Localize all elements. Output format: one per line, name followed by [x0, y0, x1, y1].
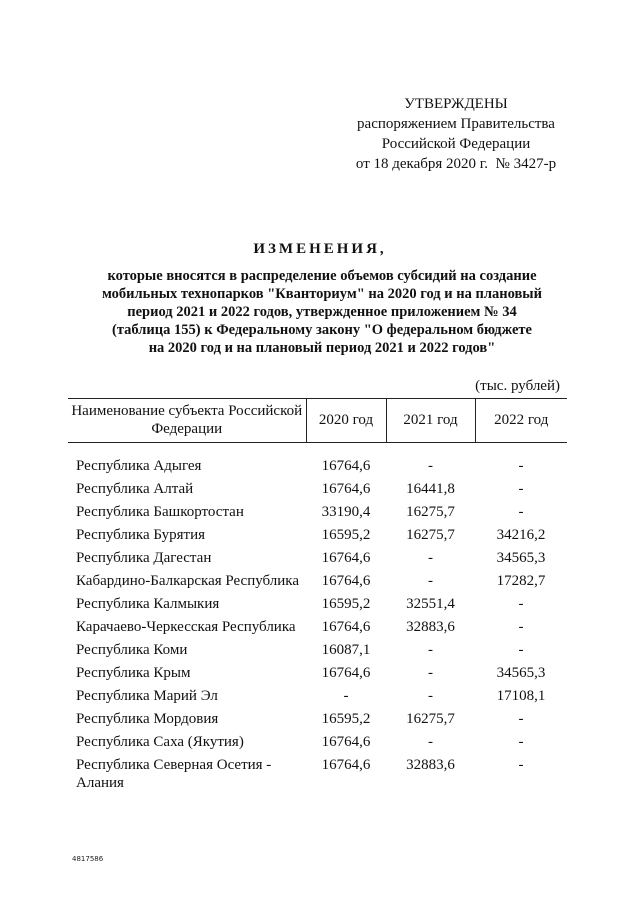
- value-2022-cell: -: [518, 757, 524, 773]
- table-row: [68, 616, 567, 639]
- value-2022-cell: -: [518, 734, 524, 750]
- value-2020-cell: 16087,1: [321, 642, 371, 658]
- table-row: [68, 455, 567, 478]
- region-name-cell: Республика Адыгея: [76, 458, 202, 474]
- value-2022-cell: -: [518, 711, 524, 727]
- table-header-row: [68, 399, 567, 443]
- value-2020-cell: -: [343, 688, 349, 704]
- region-name-cell: Республика Башкортостан: [76, 504, 244, 520]
- value-2021-cell: -: [428, 734, 433, 750]
- value-2020-cell: 16595,2: [321, 711, 371, 727]
- region-name-cell: Кабардино-Балкарская Республика: [76, 573, 300, 589]
- value-2020-cell: 16595,2: [321, 527, 371, 543]
- approval-line-1: распоряжением Правительства: [357, 116, 555, 132]
- table-row: [68, 662, 567, 685]
- value-2021-cell: -: [428, 550, 433, 566]
- table-row: [68, 524, 567, 547]
- value-2021-cell: -: [428, 573, 433, 589]
- region-name-cell: Республика Коми: [76, 642, 188, 658]
- table-row: [68, 639, 567, 662]
- approval-block: [336, 94, 576, 174]
- subtitle-line: (таблица 155) к Федеральному закону "О федеральном бюджете: [112, 322, 532, 338]
- table-row: [68, 731, 567, 754]
- subtitle-line: которые вносятся в распределение объемов субсидий на создание: [107, 268, 537, 284]
- value-2021-cell: 16441,8: [406, 481, 455, 497]
- value-2021-cell: 16275,7: [406, 504, 455, 520]
- value-2021-cell: -: [428, 688, 433, 704]
- value-2022-cell: 17108,1: [496, 688, 546, 704]
- value-2022-cell: -: [518, 458, 524, 474]
- value-2022-cell: 34216,2: [496, 527, 546, 543]
- value-2022-cell: -: [518, 596, 524, 612]
- value-2020-cell: 16764,6: [321, 458, 371, 474]
- table-spacer: [68, 443, 567, 456]
- value-2022-cell: -: [518, 481, 524, 497]
- header-region: Наименование субъекта Российской Федерации: [68, 399, 306, 443]
- table-row: [68, 754, 567, 795]
- value-2020-cell: 16764,6: [321, 481, 371, 497]
- header-2022: 2022 год: [475, 399, 567, 443]
- value-2021-cell: 32883,6: [406, 757, 455, 773]
- table-row: [68, 547, 567, 570]
- region-name-cell: Республика Бурятия: [76, 527, 206, 543]
- subsidy-table: [68, 398, 567, 795]
- value-2021-cell: 32551,4: [406, 596, 455, 612]
- region-name-cell: Республика Дагестан: [76, 550, 212, 566]
- region-name-cell: Республика Мордовия: [76, 711, 219, 727]
- subtitle-line: на 2020 год и на плановый период 2021 и 2022 годов": [148, 340, 496, 356]
- region-name-cell: Республика Саха (Якутия): [76, 734, 244, 750]
- subtitle-line: мобильных технопарков "Кванториум" на 2020 год и на плановый: [102, 286, 542, 302]
- value-2020-cell: 16764,6: [321, 734, 371, 750]
- region-name-cell: Республика Калмыкия: [76, 596, 220, 612]
- value-2022-cell: 34565,3: [496, 665, 546, 681]
- value-2020-cell: 16764,6: [321, 550, 371, 566]
- value-2021-cell: -: [428, 458, 433, 474]
- region-name-cell: Республика Крым: [76, 665, 191, 681]
- table-row: [68, 501, 567, 524]
- value-2021-cell: 16275,7: [406, 711, 455, 727]
- table-row: [68, 685, 567, 708]
- table-body: [68, 443, 567, 796]
- document-subtitle: [70, 267, 574, 357]
- table-row: [68, 478, 567, 501]
- value-2020-cell: 16595,2: [321, 596, 371, 612]
- approval-heading: УТВЕРЖДЕНЫ: [404, 96, 508, 112]
- value-2020-cell: 16764,6: [321, 619, 371, 635]
- value-2020-cell: 16764,6: [321, 573, 371, 589]
- value-2021-cell: 16275,7: [406, 527, 455, 543]
- document-title: ИЗМЕНЕНИЯ,: [253, 241, 387, 257]
- value-2020-cell: 16764,6: [321, 757, 371, 773]
- approval-line-2: Российской Федерации: [381, 136, 531, 152]
- region-name-cell: Республика Северная Осетия - Алания: [76, 757, 272, 791]
- value-2022-cell: 34565,3: [496, 550, 546, 566]
- region-name-cell: Карачаево-Черкесская Республика: [76, 619, 296, 635]
- value-2021-cell: -: [428, 642, 433, 658]
- table-row: [68, 593, 567, 616]
- region-name-cell: Республика Алтай: [76, 481, 194, 497]
- value-2022-cell: 17282,7: [496, 573, 546, 589]
- value-2020-cell: 33190,4: [321, 504, 371, 520]
- value-2021-cell: 32883,6: [406, 619, 455, 635]
- approval-date-line: от 18 декабря 2020 г. № 3427-р: [355, 156, 557, 172]
- subtitle-line: период 2021 и 2022 годов, утвержденное приложением № 34: [127, 304, 517, 320]
- region-name-cell: Республика Марий Эл: [76, 688, 218, 704]
- table-row: [68, 708, 567, 731]
- header-2020: 2020 год: [306, 399, 386, 443]
- value-2022-cell: -: [518, 619, 524, 635]
- value-2022-cell: -: [518, 504, 524, 520]
- header-2021: 2021 год: [386, 399, 475, 443]
- document-code: 4817586: [72, 855, 104, 863]
- units-label: (тыс. рублей): [475, 378, 560, 394]
- value-2022-cell: -: [518, 642, 524, 658]
- value-2020-cell: 16764,6: [321, 665, 371, 681]
- table-row: [68, 570, 567, 593]
- value-2021-cell: -: [428, 665, 433, 681]
